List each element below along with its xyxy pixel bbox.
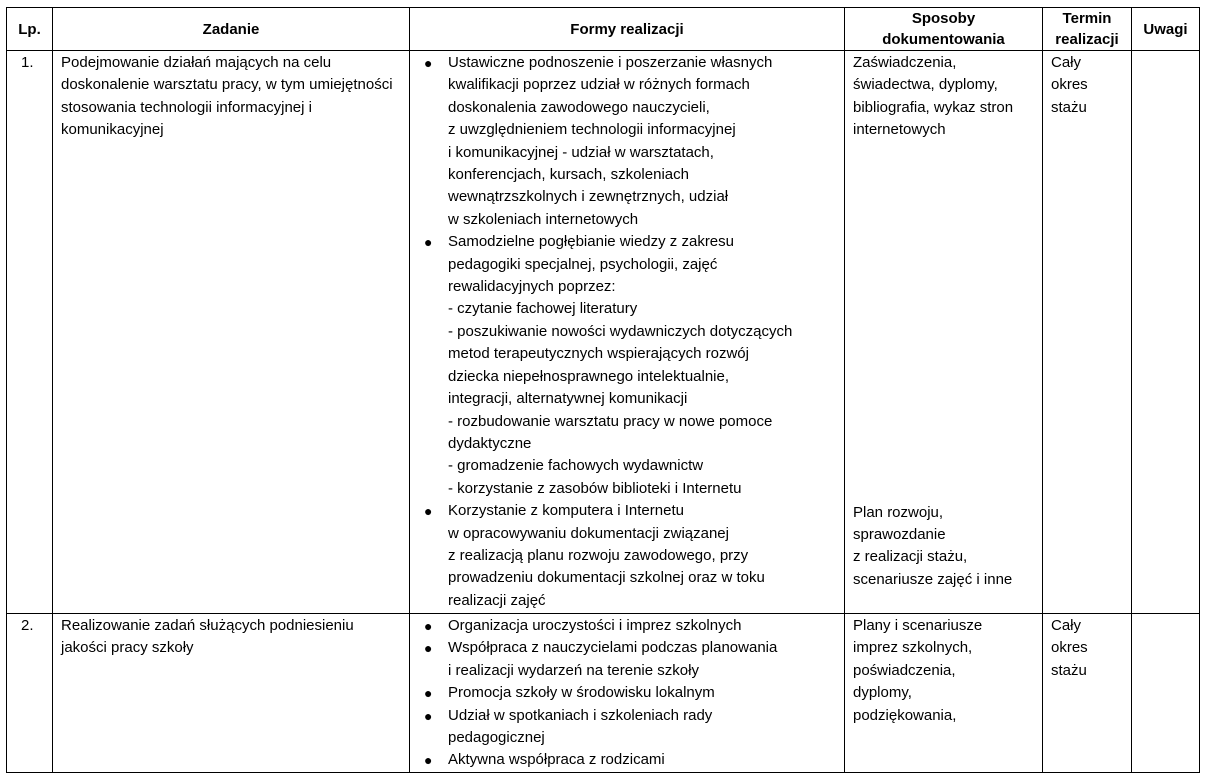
text-line: pedagogicznej [448,729,545,747]
text-line: - gromadzenie fachowych wydawnictw [448,457,704,475]
text-line: sprawozdanie [853,526,946,544]
text-line: i komunikacyjnej - udział w warsztatach, [448,143,714,161]
text-line: stażu [1051,98,1087,116]
header-uwagi: Uwagi [1132,8,1200,51]
text-line: Zaświadczenia, [853,54,957,71]
forms-cell [410,614,845,773]
text-line: Współpraca z nauczycielami podczas planowania [448,639,778,657]
text-line: z realizacją planu rozwoju zawodowego, przy [448,546,749,564]
text-line: Plany i scenariusze [853,617,983,634]
documentation-group [853,502,1038,592]
list-item [418,615,840,637]
text-line: Aktywna współpraca z rodzicami [448,751,665,769]
list-item [418,500,840,612]
text-line: Korzystanie z komputera i Internetu [448,502,684,520]
text-line: imprez szkolnych, [853,639,973,657]
bullet-icon: ● [424,618,433,634]
list-item [418,637,840,682]
text-line: Cały [1051,617,1082,634]
text-line: scenariusze zajęć i inne [853,570,1013,588]
text-line: z uwzględnieniem technologii informacyjnej [448,121,736,139]
text-line: i realizacji wydarzeń na terenie szkoły [448,661,699,679]
text-line: Udział w spotkaniach i szkoleniach rady [448,706,713,724]
bullet-icon: ● [424,685,433,702]
row-number: 2. [7,614,53,773]
text-line: okres [1051,76,1088,94]
plan-table [6,7,1200,773]
documentation-group [853,52,1038,142]
text-line: - poszukiwanie nowości wydawniczych dotyczących [448,322,793,340]
text-line: Ustawiczne podnoszenie i poszerzanie własnych [448,54,773,71]
list-item [418,749,840,771]
table-row [7,51,1200,614]
list-item [418,682,840,704]
bullet-icon: ● [424,752,433,769]
text-line: Promocja szkoły w środowisku lokalnym [448,684,715,702]
notes-cell [1132,51,1200,614]
header-formy: Formy realizacji [410,8,845,51]
text-line: pedagogiki specjalnej, psychologii, zajęć [448,255,718,273]
forms-list [418,615,840,772]
text-line: w opracowywaniu dokumentacji związanej [448,524,729,542]
bullet-icon: ● [424,234,433,251]
text-line: kwalifikacji poprzez udział w różnych formach [448,76,750,94]
row-number: 1. [7,51,53,614]
text-line: dyplomy, [853,684,912,702]
bullet-icon: ● [424,707,433,724]
text-line: wewnątrzszkolnych i zewnętrznych, udział [448,188,729,206]
text-line: prowadzeniu dokumentacji szkolnej oraz w toku [448,569,765,587]
header-zadanie: Zadanie [53,8,410,51]
list-item [418,231,840,500]
text-line: doskonalenia zawodowego nauczycieli, [448,98,710,116]
documentation-cell [845,614,1043,773]
text-line: okres [1051,639,1088,657]
list-item [418,52,840,231]
text-line: dziecka niepełnosprawnego intelektualnie, [448,367,730,385]
text-line: internetowych [853,121,946,139]
text-line: - rozbudowanie warsztatu pracy w nowe pomoce [448,412,773,430]
text-line: z realizacji stażu, [853,548,968,566]
text-line: podziękowania, [853,706,957,724]
text-line: dydaktyczne [448,434,532,452]
header-sposoby: Sposoby dokumentowania [845,8,1043,51]
term-cell [1043,614,1132,773]
text-line: realizacji zajęć [448,591,546,609]
list-item [418,705,840,750]
task-cell: Podejmowanie działań mających na celu doskonalenie warsztatu pracy, w tym umiejętności stosowania technologii informacyjnej i komunikacyjnej [53,51,410,614]
header-lp: Lp. [7,8,53,51]
text-line: Samodzielne pogłębianie wiedzy z zakresu [448,233,734,251]
documentation-cell [845,51,1043,614]
forms-cell [410,51,845,614]
text-line: Cały [1051,54,1082,71]
forms-list [418,52,840,612]
text-line: bibliografia, wykaz stron [853,98,1014,116]
text-line: konferencjach, kursach, szkoleniach [448,166,689,184]
text-line: - korzystanie z zasobów biblioteki i Internetu [448,479,742,497]
bullet-icon: ● [424,55,433,71]
header-termin: Termin realizacji [1043,8,1132,51]
text-line: metod terapeutycznych wspierających rozwój [448,345,749,363]
text-line: rewalidacyjnych poprzez: [448,278,616,296]
text-line: Organizacja uroczystości i imprez szkolnych [448,617,742,634]
spacer [853,142,1038,502]
table-row [7,614,1200,773]
bullet-icon: ● [424,640,433,657]
text-line: poświadczenia, [853,661,956,679]
text-line: - czytanie fachowej literatury [448,300,638,318]
text-line: stażu [1051,661,1087,679]
term-cell [1043,51,1132,614]
bullet-icon: ● [424,503,433,520]
text-line: Plan rozwoju, [853,503,944,521]
notes-cell [1132,614,1200,773]
task-cell: Realizowanie zadań służących podniesieniu jakości pracy szkoły [53,614,410,773]
text-line: w szkoleniach internetowych [448,210,639,228]
text-line: świadectwa, dyplomy, [853,76,998,94]
text-line: integracji, alternatywnej komunikacji [448,390,688,408]
header-row [7,8,1200,51]
